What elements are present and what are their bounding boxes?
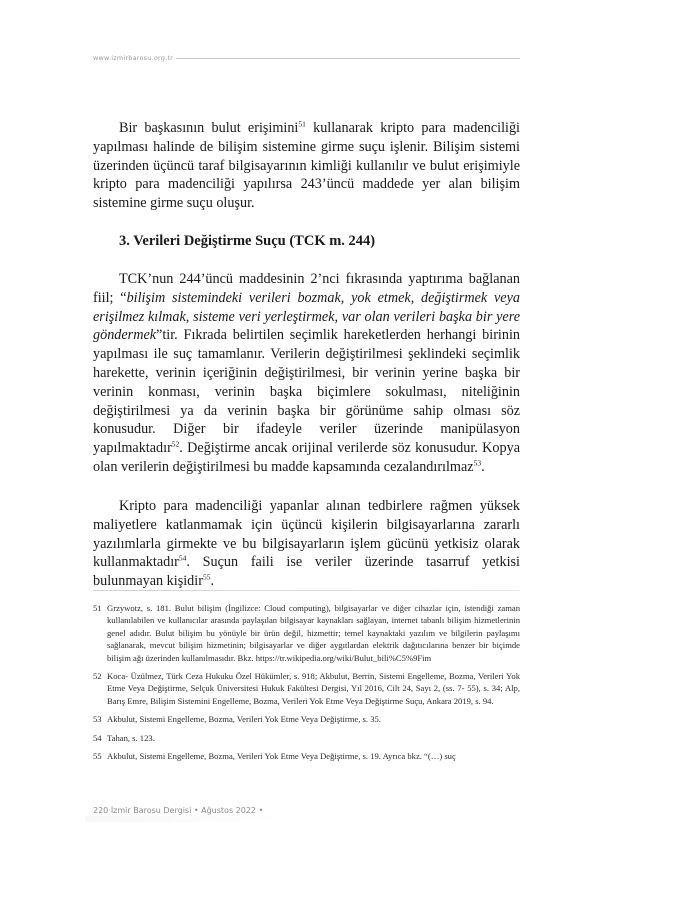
header-url: www.izmirbarosu.org.tr	[93, 54, 173, 62]
page-footer: 220 İzmir Barosu Dergisi • Ağustos 2022 •	[93, 806, 264, 815]
paragraph-2	[93, 270, 520, 477]
running-header	[93, 54, 520, 62]
p2-text-a: TCK’nun 244’üncü maddesinin 2’nci fıkrasında yaptırıma bağlanan fiil; “	[93, 271, 520, 306]
header-rule	[176, 58, 520, 59]
section-heading: 3. Verileri Değiştirme Suçu (TCK m. 244)	[119, 233, 376, 249]
footnote-number: 51	[93, 603, 102, 613]
paragraph-3	[93, 497, 520, 591]
footnote-ref-53[interactable]: 53	[473, 458, 482, 468]
p3-text-c: .	[210, 573, 214, 590]
footnotes	[93, 602, 520, 768]
footnote-text: Koca- Üzülmez, Türk Ceza Hukuku Özel Hükümler, s. 918; Akbulut, Berrin, Sistemi Engelleme, Bozma, Verileri Yok Etme Veya Değiştirme, Selçuk Üniversitesi Hukuk Fakültesi Dergisi, Yıl 2016, Cilt 24, Sayı 2, (ss. 7- 55), s. 34; Alp, Barış Emre, Bilişim Sistemini Engelleme, Bozma, Verileri Yok Etme Veya Değiştirme Suçu, Ankara 2019, s. 94.	[107, 671, 520, 706]
footnote-number: 52	[93, 671, 102, 682]
footnote-number: 55	[93, 751, 102, 762]
footnote-55	[93, 750, 520, 762]
p2-text-b: ”tir. Fıkrada belirtilen seçimlik hareketlerden herhangi birinin yapılması ile suç tamamlanır. Verilerin değiştirilmesi şeklindeki seçimlik harekette, verinin içeriğinin değiştirilmesi, bir verinin yerine başka bir verinin konması, verinin başka biçimlere sokulması, niteliğinin değiştirilmesi ya da verinin başka bir görünüme sahip olması söz konusudur. Diğer bir ifadeyle veriler üzerinde manipülasyon yapılmaktadır	[93, 327, 520, 457]
footnote-ref-52[interactable]: 52	[171, 439, 180, 449]
footnote-number: 53	[93, 714, 102, 725]
p3-text-a: Kripto para madenciliği yapanlar alınan tedbirlere rağmen yüksek maliyetlere katlanmamak için üçüncü kişilerin bilgisayarlarına zararlı yazılımlarla girmekte ve bu bilgisayarların işlem gücünü yetkisiz olarak kullanmaktadır	[93, 498, 520, 571]
p2-text-d: .	[481, 458, 485, 475]
footnote-text: Akbulut, Sistemi Engelleme, Bozma, Verileri Yok Etme Veya Değiştirme, s. 35.	[107, 714, 381, 725]
footnote-ref-51[interactable]: 51	[298, 119, 306, 129]
footnote-text: Grzywotz, s. 181. Bulut bilişim (İngilizce: Cloud computing), bilgisayarlar ve diğer cihazlar için, istendiği zaman kullanılabilen ve kullanıcılar arasında paylaşılan bilgisayar kaynakları sağlayan, internet tabanlı bilişim hizmetlerinin genel adıdır. Bulut bilişim bu yönüyle bir ürün değil, hizmettir; temel kaynaktaki yazılım ve bilgilerin paylaşımı sağlanarak, mevcut bilişim hizmetinin; bilgisayarlar ve diğer aygıtlardan elektrik dağıtıcılarına benzer bir biçimde bilişim ağı üzerinden kullanılmasıdır. Bkz. https://tr.wikipedia.org/wiki/Bulut_bili%C5%9Fim	[107, 603, 520, 663]
footnote-52	[93, 670, 520, 707]
paragraph-1	[93, 119, 520, 213]
p1-text-a: Bir başkasının bulut erişimini	[119, 120, 299, 136]
p1-text-b: kullanarak kripto para madenciliği yapılması halinde de bilişim sistemine girme suçu işlenir. Bilişim sistemi üzerinden üçüncü taraf bilgisayarının kimliği kullanılır ve bulut erişimiyle kripto para madenciliği yapılırsa 243’üncü maddede yer alan bilişim sistemine girme suçu oluşur.	[93, 120, 520, 212]
footnote-text: Tahan, s. 123.	[107, 732, 155, 743]
footnote-53	[93, 713, 520, 725]
p3-text-b: . Suçun faili ise veriler üzerinde tasarruf yetkisi bulunmayan kişidir	[93, 554, 520, 590]
footnote-51	[93, 602, 520, 664]
footnote-ref-54[interactable]: 54	[178, 553, 187, 563]
footnote-text: Akbulut, Sistemi Engelleme, Bozma, Verileri Yok Etme Veya Değiştirme, s. 19. Ayrıca bkz. “(…) suç	[107, 751, 456, 762]
p2-text-c: . Değiştirme ancak orijinal verilerde söz konusudur. Kopya olan verilerin değiştirilmesi bu madde kapsamında cezalandırılmaz	[93, 440, 520, 475]
footnote-divider	[93, 590, 520, 591]
p2-quote: bilişim sistemindeki verileri bozmak, yok etmek, değiştirmek veya erişilmez kılmak, sisteme veri yerleştirmek, var olan verileri başka bir yere göndermek	[93, 289, 520, 344]
footnote-ref-55[interactable]: 55	[202, 572, 211, 582]
footer-shadow	[85, 816, 285, 822]
footnote-54	[93, 732, 520, 744]
footnote-number: 54	[93, 732, 102, 743]
